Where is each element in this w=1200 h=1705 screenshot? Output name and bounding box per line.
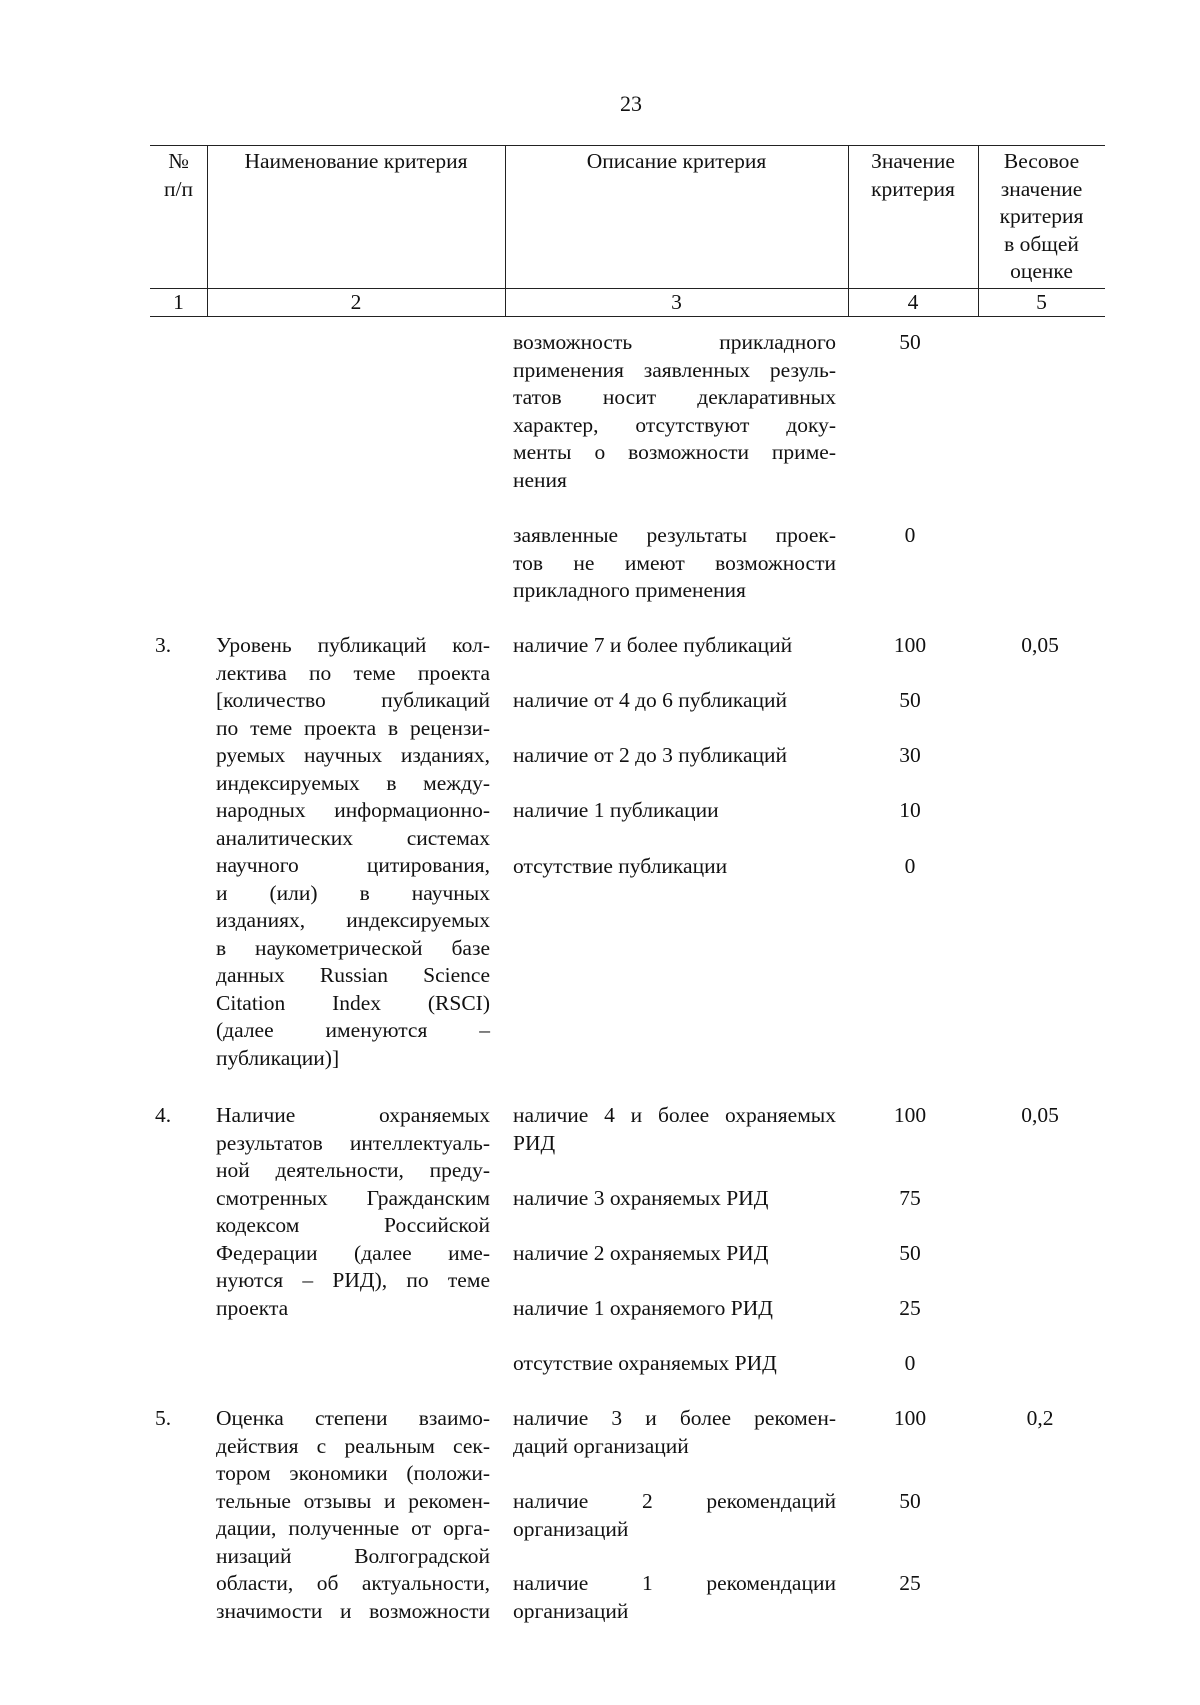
criterion-value: 50: [899, 688, 921, 712]
criterion-description: наличие 3 и более рекомен- даций организаций: [513, 1406, 836, 1458]
criterion-description: отсутствие публикации: [513, 854, 728, 878]
column-number-5: 5: [1036, 290, 1047, 314]
criterion-description: наличие 1 охраняемого РИД: [513, 1296, 773, 1320]
column-number-1: 1: [173, 290, 184, 314]
criterion-value: 50: [899, 1241, 921, 1265]
column-number-4: 4: [907, 290, 919, 314]
criterion-value: 0: [904, 854, 916, 878]
criterion-name: Уровень публикаций кол- лектива по теме проекта [количество публикаций по теме проекта в рецензи- руемых научных изданиях, индексируемых в между- народных информационно- аналитических системах научного цитирования, и (или) в научных изданиях, индексируемых в наукометрической базе данных Russian Science Citation Index (RSCI) (далее именуются – публикации)]: [216, 633, 490, 1070]
criterion-value: 75: [899, 1186, 921, 1210]
criterion-value: 25: [899, 1571, 921, 1595]
page-number: 23: [620, 91, 642, 116]
criterion-value: 50: [899, 1489, 921, 1513]
criterion-value: 10: [899, 798, 921, 822]
criterion-description: возможность прикладного применения заявленных резуль- татов носит декларативных характер, отсутствуют доку- менты о возможности приме- нения: [513, 330, 836, 492]
criterion-description: отсутствие охраняемых РИД: [513, 1351, 777, 1375]
column-number-3: 3: [671, 290, 682, 314]
criterion-name: Наличие охраняемых результатов интеллектуаль- ной деятельности, преду- смотренных Гражданским кодексом Российской Федерации (далее име- нуются – РИД), по теме проекта: [216, 1103, 490, 1320]
criterion-weight: 0,2: [1026, 1406, 1054, 1430]
criterion-value: 100: [893, 1406, 927, 1430]
header-col-description: Описание критерия: [586, 149, 767, 173]
criterion-description: заявленные результаты проек- тов не имеют возможности прикладного применения: [513, 523, 836, 602]
criterion-description: наличие 1 рекомендации организаций: [513, 1571, 836, 1623]
criterion-description: наличие 2 охраняемых РИД: [513, 1241, 769, 1265]
criterion-value: 100: [893, 633, 927, 657]
header-col-value: Значение критерия: [871, 149, 955, 201]
table-top-border: [150, 145, 1105, 146]
criterion-description: наличие 3 охраняемых РИД: [513, 1186, 769, 1210]
row-number: 4.: [155, 1103, 172, 1127]
criterion-description: наличие 4 и более охраняемых РИД: [513, 1103, 836, 1155]
row-number: 5.: [155, 1406, 172, 1430]
header-col-name: Наименование критерия: [244, 149, 468, 173]
criterion-name: Оценка степени взаимо- действия с реальным сек- тором экономики (положи- тельные отзывы и рекомен- дации, полученные от орга- низаций Волгоградской области, об актуальности, значимости и возможности: [216, 1406, 490, 1623]
criterion-description: наличие от 2 до 3 публикаций: [513, 743, 788, 767]
criterion-description: наличие 7 и более публикаций: [513, 633, 793, 657]
criterion-description: наличие 1 публикации: [513, 798, 719, 822]
criterion-value: 0: [904, 1351, 916, 1375]
criterion-description: наличие 2 рекомендаций организаций: [513, 1489, 836, 1541]
row-number: 3.: [155, 633, 172, 657]
header-col-weight: Весовое значение критерия в общей оценке: [999, 149, 1084, 283]
criterion-weight: 0,05: [1021, 1103, 1059, 1127]
criterion-value: 50: [899, 330, 921, 354]
criterion-description: наличие от 4 до 6 публикаций: [513, 688, 788, 712]
criterion-weight: 0,05: [1021, 633, 1059, 657]
criterion-value: 25: [899, 1296, 921, 1320]
header-col-number: № п/п: [164, 149, 193, 201]
criterion-value: 0: [904, 523, 916, 547]
criterion-value: 100: [893, 1103, 927, 1127]
criterion-value: 30: [899, 743, 921, 767]
column-number-2: 2: [350, 290, 362, 314]
